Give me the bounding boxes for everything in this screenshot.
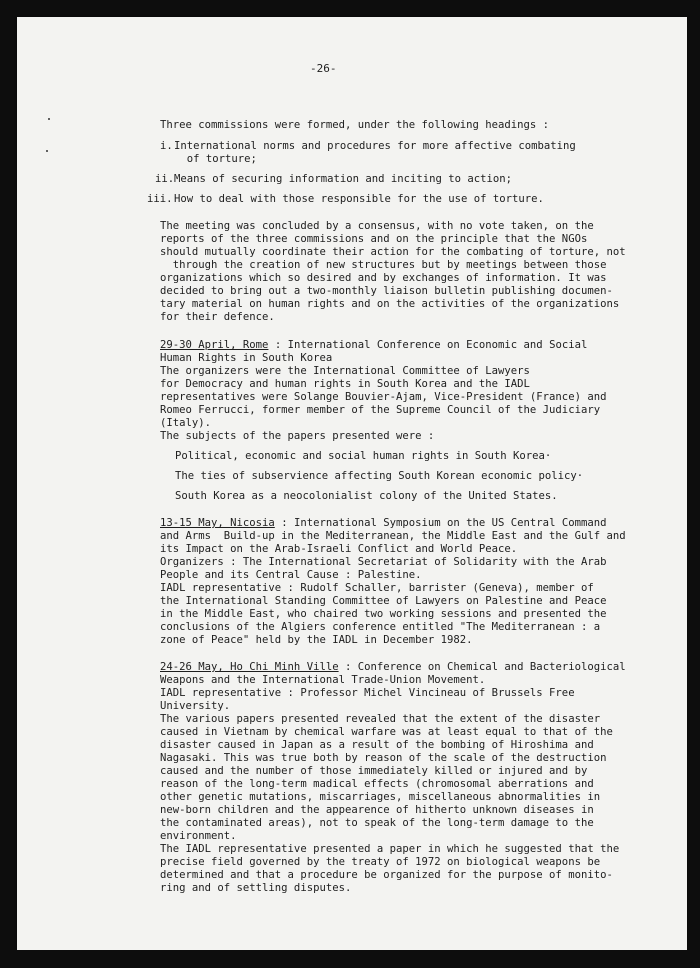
scan-border: [0, 950, 700, 968]
rome-paper-item: South Korea as a neocolonialist colony of the United States.: [175, 490, 558, 502]
paper-speck: [46, 150, 48, 152]
event-nicosia-date: 13-15 May, Nicosia: [160, 517, 275, 529]
event-nicosia-body: Organizers : The International Secretariat of Solidarity with the Arab People and its Central Cause : Palestine. IADL representative : Rudolf Schaller, barrister (Geneva), member of the International Standing Committee of Lawyers on Palestine and Peace in the Middle East, who chaired two working sessions and presented the conclusions of the Algiers conference entitled "The Mediterranean : a zone of Peace" held by the IADL in December 1982.: [160, 556, 607, 646]
list-item-text: How to deal with those responsible for the use of torture.: [174, 193, 544, 205]
event-hochiminh-body: IADL representative : Professor Michel Vincineau of Brussels Free University. The various papers presented revealed that the extent of the disaster caused in Vietnam by chemical warfare was at least equal to that of the disaster caused in Japan as a result of the bombing of Hiroshima and Nagasaki. This was true both by reason of the scale of the destruction caused and the number of those immediately killed or injured and by reason of the long-term madical effects (chromosomal aberrations and other genetic mutations, miscarriages, miscellaneous abnormalities in new-born children and the appearence of hitherto unknown diseases in the contaminated areas), not to speak of the long-term damage to the environment. The IADL representative presented a paper in which he suggested that the precise field governed by the treaty of 1972 on biological weapons be determined and that a procedure be organized for the purpose of monito- ring and of settling disputes.: [160, 687, 620, 894]
event-rome-body: The organizers were the International Committee of Lawyers for Democracy and human rights in South Korea and the IADL representatives were Solange Bouvier-Ajam, Vice-President (France) and Romeo Ferrucci, former member of the Supreme Council of the Judiciary (Italy). The subjects of the papers presented were :: [160, 365, 607, 442]
rome-paper-item: The ties of subservience affecting South Korean economic policy·: [175, 470, 584, 482]
event-rome-date: 29-30 April, Rome: [160, 339, 269, 351]
intro-conclusion: The meeting was concluded by a consensus, with no vote taken, on the reports of the three commissions and on the principle that the NGOs should mutually coordinate their action for the combating of torture, not through the creation of new structures but by meetings between those organizations which so desired and by exchanges of information. It was decided to bring out a two-monthly liaison bulletin publishing documen- tary material on human rights and on the activities of the organizations for their defence.: [160, 220, 626, 323]
event-rome-title: [160, 339, 650, 365]
list-item-number: iii.: [147, 193, 173, 205]
list-item-number: i.: [160, 140, 173, 152]
event-hochiminh-title-text: : Conference on Chemical and Bacteriological Weapons and the International Trade-Union Movement.: [160, 661, 626, 686]
event-rome-title-text: : International Conference on Economic and Social Human Rights in South Korea: [160, 339, 588, 364]
event-hochiminh-title: [160, 661, 650, 687]
intro-lead: Three commissions were formed, under the following headings :: [160, 119, 550, 131]
list-item-text: International norms and procedures for more affective combating of torture;: [174, 140, 576, 165]
rome-paper-item: Political, economic and social human rights in South Korea·: [175, 450, 552, 462]
event-hochiminh-date: 24-26 May, Ho Chi Minh Ville: [160, 661, 339, 673]
list-item-text: Means of securing information and inciting to action;: [174, 173, 513, 185]
paper-speck: [48, 118, 50, 120]
event-nicosia-title-text: : International Symposium on the US Central Command and Arms Build-up in the Mediterranean, the Middle East and the Gulf and its Impact on the Arab-Israeli Conflict and World Peace.: [160, 517, 626, 555]
event-nicosia-title: [160, 517, 650, 556]
page-number: -26-: [310, 62, 337, 75]
list-item-number: ii.: [155, 173, 175, 185]
